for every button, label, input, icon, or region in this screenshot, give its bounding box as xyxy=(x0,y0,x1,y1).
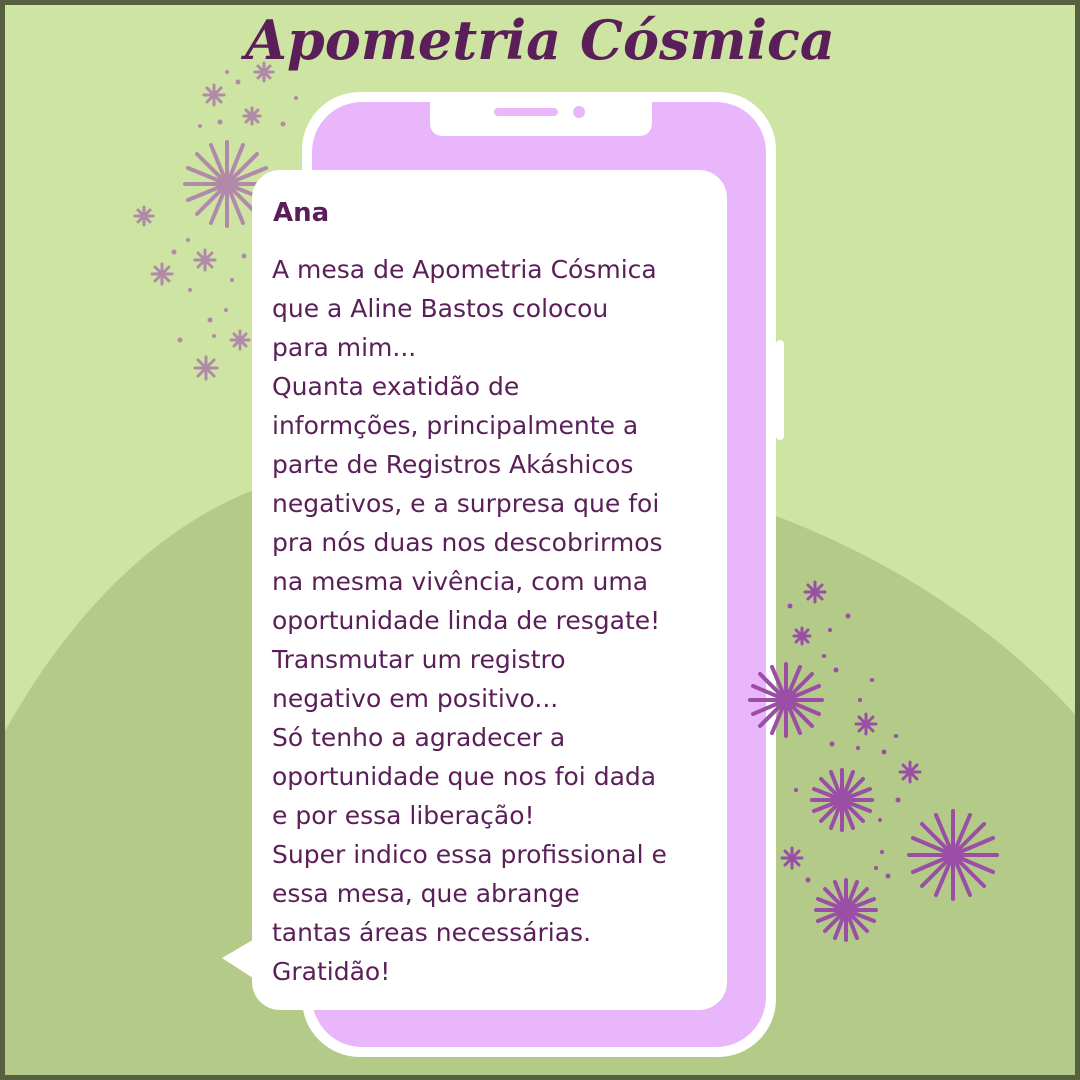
message-line: para mim... xyxy=(272,333,417,362)
message-line: na mesma vivência, com uma xyxy=(272,567,649,596)
message-line: tantas áreas necessárias. xyxy=(272,918,592,947)
message-line: informções, principalmente a xyxy=(272,411,639,440)
message-line: Super indico essa profissional e xyxy=(272,840,667,869)
message-line: Transmutar um registro xyxy=(272,645,566,674)
message-line: e por essa liberação! xyxy=(272,801,535,830)
message-line: oportunidade linda de resgate! xyxy=(272,606,661,635)
page-title: Apometria Cósmica xyxy=(245,8,835,72)
message-line: Quanta exatidão de xyxy=(272,372,520,401)
speaker-icon xyxy=(494,108,558,116)
message-line: parte de Registros Akáshicos xyxy=(272,450,634,479)
message-line: negativos, e a surpresa que foi xyxy=(272,489,660,518)
message-line: oportunidade que nos foi dada xyxy=(272,762,657,791)
testimonial-author: Ana xyxy=(273,198,330,228)
message-line: essa mesa, que abrange xyxy=(272,879,580,908)
testimonial-message xyxy=(272,250,722,991)
message-line: Gratidão! xyxy=(272,957,391,986)
message-line: negativo em positivo... xyxy=(272,684,559,713)
message-line: pra nós duas nos descobrirmos xyxy=(272,528,663,557)
message-line: Só tenho a agradecer a xyxy=(272,723,566,752)
camera-icon xyxy=(573,106,585,118)
message-line: A mesa de Apometria Cósmica xyxy=(272,255,657,284)
chat-bubble-tail xyxy=(222,938,256,980)
message-line: que a Aline Bastos colocou xyxy=(272,294,609,323)
